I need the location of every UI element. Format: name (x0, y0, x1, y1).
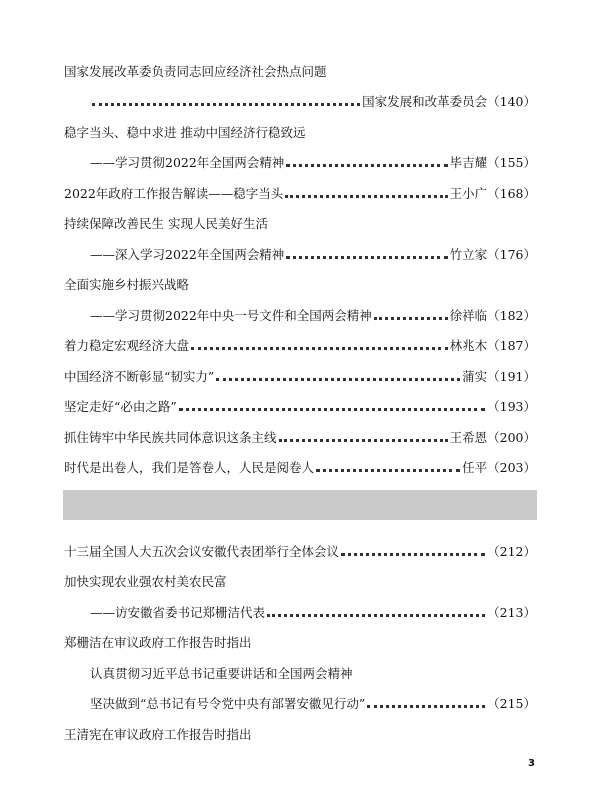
toc-entry (64, 274, 536, 294)
toc-entry (64, 571, 536, 591)
toc-entry-title: 王清宪在审议政府工作报告时指出 (64, 727, 252, 742)
toc-entry-author-page: 任平（203） (462, 460, 536, 475)
toc-entry-title: 稳字当头、稳中求进 推动中国经济行稳致远 (64, 125, 306, 140)
leader-dots (374, 305, 448, 320)
leader-dots (179, 396, 485, 411)
section-divider-band (63, 490, 537, 520)
toc-entry-author-page: 国家发展和改革委员会（140） (362, 94, 536, 109)
leader-dots (286, 244, 447, 259)
leader-dots (341, 541, 485, 556)
toc-entry (64, 335, 536, 355)
leader-dots (285, 183, 447, 198)
toc-entry-author-page: 王小广（168） (449, 186, 536, 201)
leader-dots (279, 427, 448, 442)
toc-entry-title: 全面实施乡村振兴战略 (64, 277, 190, 292)
toc-entry-author-page: （215） (487, 696, 536, 711)
toc-entry (64, 61, 536, 81)
toc-entry (90, 152, 536, 172)
toc-entry-author-page: （193） (487, 399, 536, 414)
leader-dots (191, 335, 448, 350)
toc-entry-title: ——访安徽省委书记郑栅洁代表 (90, 605, 266, 620)
toc-entry-title: 时代是出卷人，我们是答卷人，人民是阅卷人 (64, 460, 315, 475)
toc-entry (64, 457, 536, 477)
toc-entry (64, 396, 536, 416)
toc-entry (90, 602, 536, 622)
toc-entry (64, 724, 536, 744)
toc-entry-title: 认真贯彻习近平总书记重要讲话和全国两会精神 (90, 666, 353, 681)
toc-entry (64, 541, 536, 561)
leader-dots (286, 152, 447, 167)
toc-entry (90, 91, 536, 111)
toc-entry-title: ——学习贯彻2022年中央一号文件和全国两会精神 (90, 308, 372, 323)
toc-entry-author-page: （213） (487, 605, 536, 620)
leader-dots (92, 91, 360, 106)
leader-dots (267, 602, 485, 617)
toc-entry (64, 122, 536, 142)
toc-entry-author-page: 徐祥临（182） (449, 308, 536, 323)
leader-dots (367, 693, 485, 708)
toc-entry (64, 366, 536, 386)
toc-entry-author-page: 林兆木（187） (449, 338, 536, 353)
toc-entry-author-page: 蒲实（191） (462, 369, 536, 384)
toc-entry-title: 国家发展改革委负责同志回应经济社会热点问题 (64, 64, 327, 79)
toc-entry-title: 十三届全国人大五次会议安徽代表团举行全体会议 (64, 544, 340, 559)
toc-entry-title: 持续保障改善民生 实现人民美好生活 (64, 216, 268, 231)
toc-entry (90, 305, 536, 325)
toc-entry (64, 427, 536, 447)
toc-entry-author-page: （212） (487, 544, 536, 559)
leader-dots (216, 366, 460, 381)
toc-entry-title: ——深入学习2022年全国两会精神 (90, 247, 285, 262)
toc-entry-title: 中国经济不断彰显“韧实力” (64, 369, 215, 384)
toc-entry-title: 郑栅洁在审议政府工作报告时指出 (64, 635, 252, 650)
toc-entry (90, 244, 536, 264)
toc-entry-title: 抓住铸牢中华民族共同体意识这条主线 (64, 430, 277, 445)
page-number: 3 (528, 758, 535, 769)
toc-entry-title: 坚决做到“总书记有号令党中央有部署安徽见行动” (90, 696, 366, 711)
toc-entry (64, 632, 536, 652)
toc-entry-title: 加快实现农业强农村美农民富 (64, 574, 227, 589)
toc-entry-author-page: 竹立家（176） (449, 247, 536, 262)
toc-entry (90, 663, 536, 683)
toc-entry-title: ——学习贯彻2022年全国两会精神 (90, 155, 285, 170)
leader-dots (316, 457, 460, 472)
toc-entry (64, 183, 536, 203)
toc-entry-title: 坚定走好“必由之路” (64, 399, 177, 414)
toc-entry-title: 着力稳定宏观经济大盘 (64, 338, 190, 353)
toc-entry (64, 213, 536, 233)
toc-entry-title: 2022年政府工作报告解读——稳字当头 (64, 186, 284, 201)
toc-entry (90, 693, 536, 713)
toc-entry-author-page: 毕吉耀（155） (449, 155, 536, 170)
toc-entry-author-page: 王希恩（200） (449, 430, 536, 445)
